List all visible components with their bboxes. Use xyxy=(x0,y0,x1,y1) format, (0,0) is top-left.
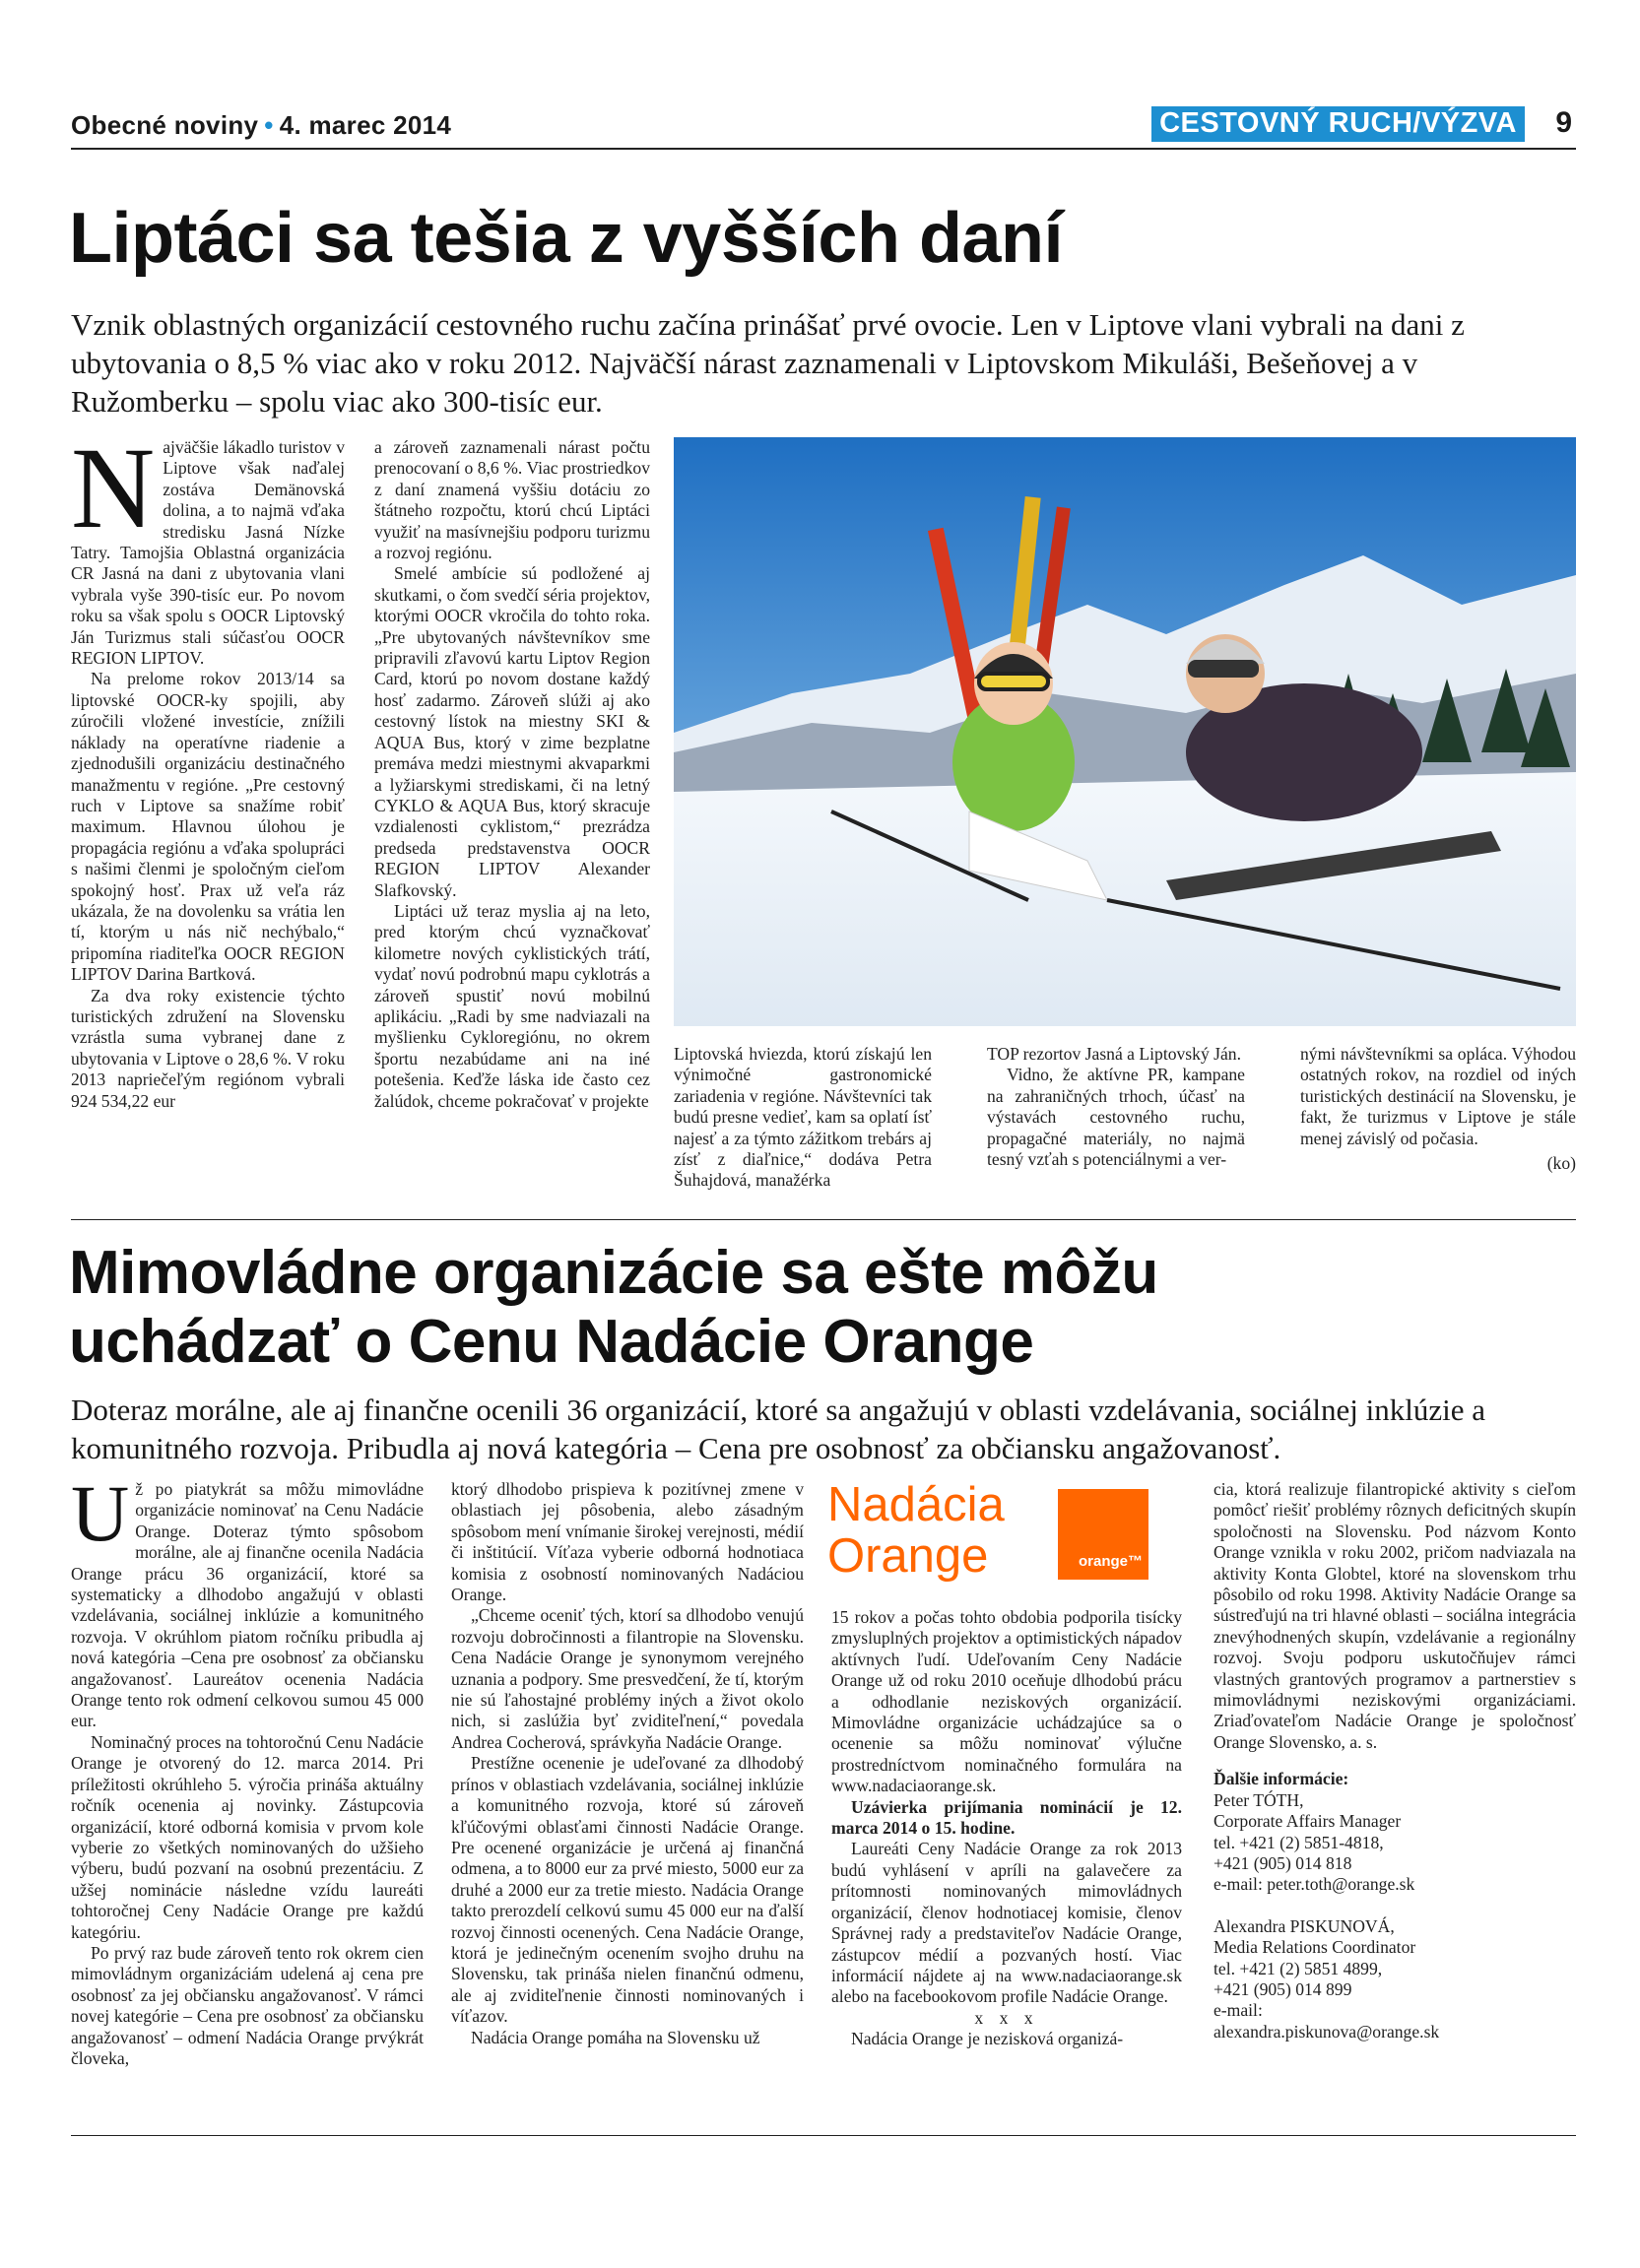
contact-line: e-mail: xyxy=(1214,2000,1263,2021)
article1-paragraph: TOP rezortov Jasná a Liptovský Ján. xyxy=(987,1044,1241,1064)
article1-column-2 xyxy=(374,437,650,1112)
article2-paragraph: Laureáti Ceny Nadácie Orange za rok 2013 budú vyhlásení v apríli na galavečere za prítomnosti nominovaných mimovládnych organizácií, členov hodnotiacej komisie, členov Správnej rady a predstaviteľov Nadácie Orange, zástupcov médií a pozvaných hostí. Viac informácií nájdete aj na www.nadaciaorange.sk alebo na facebookovom profile Nadácie Orange. xyxy=(831,1839,1182,2007)
deadline-note: Uzávierka prijímania nominácií je 12. marca 2014 o 15. hodine. xyxy=(831,1796,1182,1839)
dropcap: U xyxy=(71,1468,130,1558)
article2-title-line2: uchádzať o Cenu Nadácie Orange xyxy=(69,1308,1034,1376)
article1-paragraph: Vidno, že aktívne PR, kampane na zahraničných trhoch, účasť na výstavách cestovného ruchu, propagačné materiály, no najmä tesný vzťah s potenciálnymi a ver- xyxy=(987,1065,1245,1170)
article1-paragraph: Liptáci už teraz myslia aj na leto, pred ktorým chcú vyznačkovať kilometre nových cyklistických trátí, vydať novú podrobnú mapu cyklotrás a zároveň spustiť novú mobilnú aplikáciu. „Radi by sme nadviazali na myšlienku Cykloregiónu, no okrem športu nezabúdame ani na iné potešenia. Keďže láska ide často cez žalúdok, chceme pokračovať v projekte xyxy=(374,900,650,1111)
article2-paragraph: 15 rokov a počas tohto obdobia podporila tisícky zmysluplných projektov a optimistických nápadov aktívnych ľudí. Udeľovaním Ceny Nadácie Orange už od roku 2010 oceňuje dlhodobú prácu a odhodlanie neziskových organizácií. Mimovládne organizácie uchádzajúce sa o ocenenie sa môžu nominovať výlučne prostredníctvom nominačného formulára na www.nadaciaorange.sk. xyxy=(831,1607,1182,1796)
article2-paragraph: „Chceme oceniť tých, ktorí sa dlhodobo venujú rozvoju dobročinnosti a filantropie na Slovensku. Cena Nadácie Orange je synonymom verejného uznania a podpory. Sme presvedčení, že tí, ktorým nie sú ľahostajné problémy iných a život okolo nich, si zaslúžia byť zviditeľnení,“ povedala Andrea Cocherová, správkyňa Nadácie Orange. xyxy=(451,1605,804,1752)
separator-dot: • xyxy=(264,110,274,140)
contact-line: alexandra.piskunova@orange.sk xyxy=(1214,2021,1440,2041)
article2-paragraph: Nadácia Orange pomáha na Slovensku už xyxy=(471,2027,760,2047)
page-number: 9 xyxy=(1555,106,1572,139)
photo-illustration xyxy=(674,437,1576,1026)
article1-paragraph: a zároveň zaznamenali nárast počtu prenocovaní o 8,6 %. Viac prostriedkov z daní znamená vyššiu dotáciu zo štátneho rozpočtu, ktorú chcú Liptáci využiť na masívnejšiu podporu turizmu a rozvoj regiónu. xyxy=(374,437,650,563)
orange-square-icon xyxy=(1058,1489,1148,1580)
skiers-photo xyxy=(674,437,1576,1026)
article1-column-5 xyxy=(1300,1044,1576,1174)
dropcap: N xyxy=(71,423,156,552)
logo-line1: Nadácia xyxy=(827,1478,1005,1531)
article2-paragraph: Prestížne ocenenie je udeľované za dlhodobý prínos v oblastiach vzdelávania, sociálnej inklúzie a komunitného rozvoja, ktoré sú zároveň kľúčovými oblasťami činnosti Nadácie Orange. Pre ocenené organizácie je určená aj finančná odmena, a to 8000 eur za prvé miesto, 5000 eur za druhé a 2000 eur za tretie miesto. Nadácia Orange takto prerozdelí celkovú sumu 45 000 eur na ďalší rozvoj činnosti ocenených. Cena Nadácie Orange, ktorá je jedinečným ocenením svojho druhu na Slovensku, tak prináša nielen finančnú odmenu, ale aj zviditeľnenie činnosti nominovaných i víťazov. xyxy=(451,1753,804,2027)
page-header xyxy=(71,106,1576,142)
article2-paragraph: Nadácia Orange je nezisková organizá- xyxy=(851,2029,1124,2049)
article1-signature: (ko) xyxy=(1546,1153,1576,1174)
article1-paragraph: Liptovská hviezda, ktorú získajú len výnimočné gastronomické zariadenia v regióne. Návštevníci tak budú presne vedieť, kam sa oplatí ísť najesť a za týmto zážitkom trebárs aj zísť z diaľnice,“ dodáva Petra Šuhajdová, manažérka xyxy=(674,1044,932,1191)
article1-lead: Vznik oblastných organizácií cestovného ruchu začína prinášať prvé ovocie. Len v Liptove vlani vybrali na dani z ubytovania o 8,5 % viac ako v roku 2012. Najväčší nárast zaznamenali v Liptovskom Mikuláši, Bešeňovej a v Ružomberku – spolu viac ako 300-tisíc eur. xyxy=(71,307,1465,419)
article1-paragraph: Najväčšie lákadlo turistov v Liptove však naďalej zostáva Demänovská dolina, a to najmä vďaka stredisku Jasná Nízke Tatry. Tamojšia Oblastná organizácia CR Jasná na dani z ubytovania vlani vybrala vyše 390-tisíc eur. Po novom roku sa však spolu s OOCR Liptovský Ján Turizmus stali súčasťou OOCR REGION LIPTOV. xyxy=(71,423,345,669)
header-rule xyxy=(71,148,1576,150)
logo-text xyxy=(827,1479,1005,1582)
contact-line: tel. +421 (2) 5851 4899, xyxy=(1214,1958,1383,1978)
contact-block xyxy=(1214,1769,1576,2042)
article1-column-4 xyxy=(987,1044,1245,1170)
article2-paragraph: Nominačný proces na tohtoročnú Cenu Nadácie Orange je otvorený do 12. marca 2014. Pri príležitosti okrúhleho 5. výročia prináša aktuálny ročník ocenenia aj novinky. Zástupcovia organizácií, ktoré odborná komisia v prvom kole vyberie zo všetkých nominovaných do užšieho výberu, budú pozvaní na osobnú prezentáciu. Z užšej nominácie následne vzídu laureáti tohtoročnej Ceny Nadácie Orange pre každú kategóriu. xyxy=(71,1731,424,1942)
article2-column-3 xyxy=(831,1607,1182,2050)
contact-line: e-mail: peter.toth@orange.sk xyxy=(1214,1874,1415,1895)
logo-box-label: orange™ xyxy=(1078,1553,1143,1570)
article1-title: Liptáci sa tešia z vyšších daní xyxy=(69,199,1063,278)
article1-paragraph: Za dva roky existencie týchto turistických združení na Slovensku vzrástla suma vybranej dane z ubytovania v Liptove o 28,6 %. V roku 2013 napriečeľým regiónom vybrali 924 534,22 eur xyxy=(71,985,345,1111)
contact-title: Ďalšie informácie: xyxy=(1214,1769,1349,1789)
article-separator xyxy=(71,1219,1576,1220)
contact-line: +421 (905) 014 899 xyxy=(1214,1978,1352,1999)
article2-column-2 xyxy=(451,1479,804,2048)
article2-paragraph: Po prvý raz bude zároveň tento rok okrem cien mimovládnym organizáciám udelená aj cena pre osobnosť za jej občiansku angažovanosť. V rámci novej kategórie – Cena pre osobnosť za občiansku angažovanosť – odmení Nadácia Orange prvýkrát človeka, xyxy=(71,1942,424,2068)
article2-paragraph: ktorý dlhodobo prispieva k pozitívnej zmene v oblastiach jej pôsobenia, alebo zásadným spôsobom mení vnímanie širokej verejnosti, médií či inštitúcií. Víťaza vyberie odborná hodnotiaca komisia z osobností nominovaných Nadáciou Orange. xyxy=(451,1479,804,1605)
article2-title xyxy=(69,1239,1158,1377)
contact-line: tel. +421 (2) 5851-4818, xyxy=(1214,1832,1384,1852)
article2-lead: Doteraz morálne, ale aj finančne ocenili 36 organizácií, ktoré sa angažujú v oblasti vzdelávania, sociálnej inklúzie a komunitného rozvoja. Pribudla aj nová kategória – Cena pre osobnosť za občiansku angažovanosť. xyxy=(71,1393,1486,1465)
article2-title-line1: Mimovládne organizácie sa ešte môžu xyxy=(69,1239,1158,1307)
contact-line: +421 (905) 014 818 xyxy=(1214,1852,1352,1873)
contact-line: Media Relations Coordinator xyxy=(1214,1937,1416,1958)
section-separator: x x x xyxy=(974,2007,1039,2028)
logo-line2: Orange xyxy=(827,1529,989,1583)
contact-line: Peter TÓTH, xyxy=(1214,1789,1304,1810)
article2-column-1 xyxy=(71,1468,424,2069)
nadacia-orange-logo xyxy=(827,1479,1162,1597)
article2-paragraph: cia, ktorá realizuje filantropické aktivity s cieľom pomôcť riešiť problémy rôznych deficitných skupín spoločnosti na Slovensku. Pod názvom Konto Orange vznikla v roku 2002, pričom nadviazala na aktivity Konta Globtel, ktoré na slovenskom trhu pôsobilo od roku 1998. Aktivity Nadácie Orange sa sústreďujú na tri hlavné oblasti – sociálna integrácia znevýhodnených skupín, vzdelávanie a regionálny rozvoj. Svoju podporu uskutočňujev rámci vlastných grantových programov a partnerstiev s mimovládnymi neziskovými organizáciami. Zriaďovateľom Nadácie Orange je spoločnosť Orange Slovensko, a. s. xyxy=(1214,1479,1576,1752)
article1-column-3 xyxy=(674,1044,932,1192)
issue-date: 4. marec 2014 xyxy=(279,110,452,140)
contact-line: Corporate Affairs Manager xyxy=(1214,1811,1402,1832)
footer-rule xyxy=(71,2135,1576,2136)
section-label: CESTOVNÝ RUCH/VÝZVA xyxy=(1151,106,1525,142)
contact-line: Alexandra PISKUNOVÁ, xyxy=(1214,1915,1395,1936)
article2-column-4 xyxy=(1214,1479,1576,2042)
paper-name: Obecné noviny xyxy=(71,110,259,140)
article1-paragraph: Smelé ambície sú podložené aj skutkami, o čom svedčí séria projektov, ktorými OOCR vkročila do tohto roka. „Pre ubytovaných návštevníkov sme pripravili zľavovú kartu Liptov Region Card, ktorú po novom dostane každý hosť zadarmo. Zároveň slúži aj ako cestovný lístok na miestny SKI & AQUA Bus, ktorý v zime bezplatne premáva medzi miestnymi akvaparkmi a lyžiarskymi strediskami, či na letný CYKLO & AQUA Bus, ktorý skracuje vzdialenosti cyklistom,“ prezrádza predseda predstavenstva OOCR REGION LIPTOV Alexander Slafkovský. xyxy=(374,563,650,900)
article1-paragraph: Na prelome rokov 2013/14 sa liptovské OOCR-ky spojili, aby zúročili vložené investície, znížili náklady na operatívne riadenie a zjednodušili organizáciu destinačného manažmentu v regióne. „Pre cestovný ruch v Liptove sa snažíme robiť maximum. Hlavnou úlohou je propagácia regiónu a vďaka spolupráci s našimi členmi je spoločným cieľom spokojný hosť. Prax už veľa ráz ukázala, že na dovolenku sa vrátia len tí, ktorým u nás nič nechýbalo,“ pripomína riaditeľka OOCR REGION LIPTOV Darina Bartková. xyxy=(71,669,345,985)
masthead xyxy=(71,110,451,141)
article1-column-1 xyxy=(71,423,345,1112)
article2-paragraph: Už po piatykrát sa môžu mimovládne organizácie nominovať na Cenu Nadácie Orange. Doteraz týmto spôsobom morálne, ale aj finančne ocenila Nadácia Orange prácu 36 organizácií, ktoré sa systematicky a dlhodobo angažujú v oblasti vzdelávania, sociálnej inklúzie a komunitného rozvoja. V okrúhlom piatom ročníku pribudla aj nová kategória –Cena pre osobnosť za občiansku angažovanosť. Laureátov ocenenia Nadácia Orange tento rok odmení celkovou sumou 45 000 eur. xyxy=(71,1468,424,1731)
article1-paragraph: nými návštevníkmi sa opláca. Výhodou ostatných rokov, na rozdiel od iných turistických destinácií na Slovensku, je fakt, že turizmus v Liptove je stále menej závislý od počasia. xyxy=(1300,1044,1576,1148)
